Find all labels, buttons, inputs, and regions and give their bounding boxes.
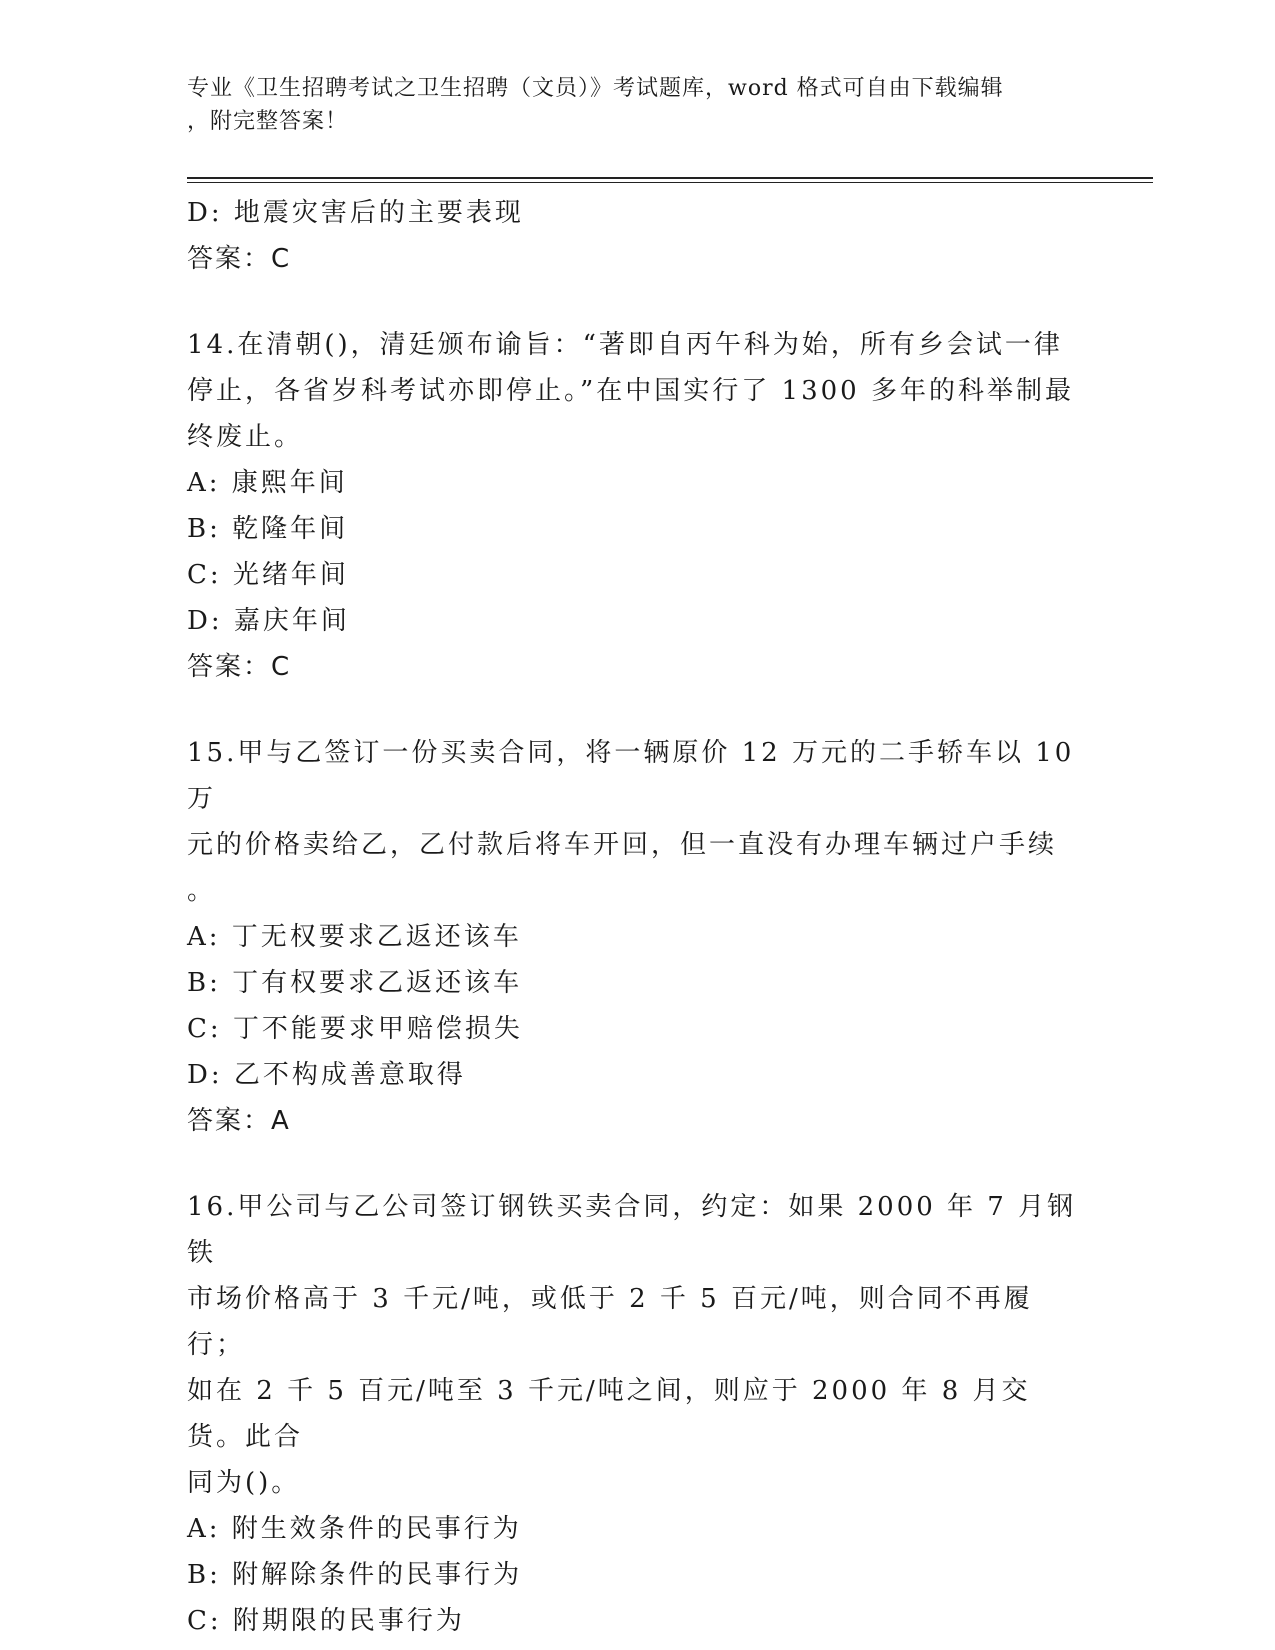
option-a: A: 丁无权要求乙返还该车 bbox=[187, 922, 522, 952]
option-b: B: 乾隆年间 bbox=[187, 514, 349, 544]
question-stem bbox=[187, 730, 1077, 914]
header-line-2: ，附完整答案！ bbox=[187, 109, 349, 134]
option-c: C: 光绪年间 bbox=[187, 560, 349, 590]
option-a: A: 康熙年间 bbox=[187, 468, 348, 498]
stem-line: 停止，各省岁科考试亦即停止。”在中国实行了 1300 多年的科举制最 bbox=[187, 376, 1074, 406]
option-b: B: 附解除条件的民事行为 bbox=[187, 1560, 523, 1590]
stem-line: 15.甲与乙签订一份买卖合同，将一辆原价 12 万元的二手轿车以 10 万 bbox=[187, 738, 1075, 814]
question-16 bbox=[187, 1184, 1077, 1644]
option-d: D: 地震灾害后的主要表现 bbox=[187, 198, 524, 228]
answer-line: 答案：A bbox=[187, 1106, 291, 1136]
header-line-1: 专业《卫生招聘考试之卫生招聘（文员）》考试题库，word 格式可自由下载编辑 bbox=[187, 76, 1004, 101]
option-c: C: 附期限的民事行为 bbox=[187, 1606, 465, 1636]
stem-line: 14.在清朝()，清廷颁布谕旨：“著即自丙午科为始，所有乡会试一律 bbox=[187, 330, 1063, 360]
stem-line: 市场价格高于 3 千元/吨，或低于 2 千 5 百元/吨，则合同不再履行； bbox=[187, 1284, 1033, 1360]
option-c: C: 丁不能要求甲赔偿损失 bbox=[187, 1014, 523, 1044]
document-header bbox=[187, 72, 1067, 138]
question-13-tail bbox=[187, 190, 1077, 282]
stem-line: 终废止。 bbox=[187, 422, 304, 452]
header-divider-thin bbox=[187, 182, 1153, 183]
option-a: A: 附生效条件的民事行为 bbox=[187, 1514, 522, 1544]
stem-line: 。 bbox=[187, 876, 217, 906]
stem-line: 如在 2 千 5 百元/吨至 3 千元/吨之间，则应于 2000 年 8 月交货。此合 bbox=[187, 1376, 1031, 1452]
stem-line: 元的价格卖给乙，乙付款后将车开回，但一直没有办理车辆过户手续 bbox=[187, 830, 1058, 860]
question-15 bbox=[187, 730, 1077, 1144]
option-d: D: 乙不构成善意取得 bbox=[187, 1060, 466, 1090]
document-body bbox=[187, 190, 1077, 1644]
question-14 bbox=[187, 322, 1077, 690]
option-b: B: 丁有权要求乙返还该车 bbox=[187, 968, 523, 998]
answer-line: 答案：C bbox=[187, 244, 292, 274]
question-stem bbox=[187, 322, 1077, 460]
answer-line: 答案：C bbox=[187, 652, 292, 682]
option-d: D: 嘉庆年间 bbox=[187, 606, 350, 636]
stem-line: 同为()。 bbox=[187, 1468, 301, 1498]
header-divider-thick bbox=[187, 177, 1153, 179]
question-stem bbox=[187, 1184, 1077, 1506]
stem-line: 16.甲公司与乙公司签订钢铁买卖合同，约定：如果 2000 年 7 月钢铁 bbox=[187, 1192, 1077, 1268]
